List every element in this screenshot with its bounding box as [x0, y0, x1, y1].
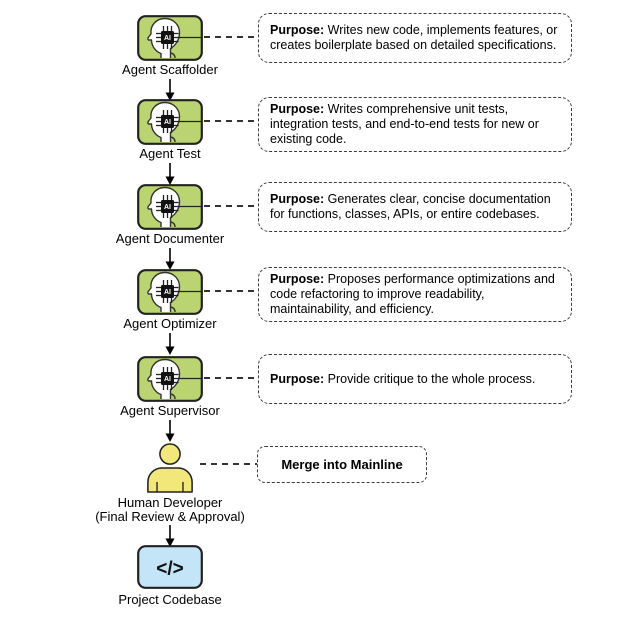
down-arrow-icon [164, 248, 176, 270]
code-glyph: </> [156, 558, 184, 580]
node-label: Human Developer [117, 495, 223, 510]
chip-label: AI [164, 119, 171, 126]
down-arrow-icon [164, 420, 176, 442]
dashed-connector [204, 120, 258, 122]
purpose-callout [258, 354, 572, 404]
dashed-connector [200, 463, 257, 465]
purpose-callout [258, 182, 572, 232]
agent-head-chip-icon [137, 356, 203, 402]
purpose-text [270, 272, 560, 317]
dashed-connector [204, 377, 258, 379]
node-label: Agent Optimizer [123, 316, 217, 331]
node-label: Agent Supervisor [120, 403, 220, 418]
node-label: Agent Test [139, 146, 201, 161]
purpose-description: Writes comprehensive unit tests, integration tests, and end-to-end tests for new or existing code. [270, 102, 539, 146]
purpose-label: Purpose: [270, 23, 325, 37]
chip-label: AI [164, 204, 171, 211]
agent-optimizer-icon [137, 269, 203, 315]
person-icon [141, 443, 199, 498]
agent-documenter-icon [137, 184, 203, 230]
purpose-text [270, 192, 560, 222]
chip-label: AI [164, 376, 171, 383]
purpose-text [270, 372, 535, 387]
dashed-connector [204, 36, 258, 38]
merge-callout: Merge into Mainline [257, 446, 427, 483]
purpose-callout [258, 97, 572, 152]
dashed-connector [204, 290, 258, 292]
purpose-label: Purpose: [270, 192, 325, 206]
purpose-text [270, 102, 560, 147]
down-arrow-icon [164, 525, 176, 547]
node-sublabel: (Final Review & Approval) [95, 509, 245, 524]
code-icon [137, 545, 203, 594]
agent-head-chip-icon [137, 15, 203, 61]
down-arrow-icon [164, 79, 176, 101]
agent-supervisor-icon [137, 356, 203, 402]
purpose-callout [258, 13, 572, 63]
purpose-text [270, 23, 560, 53]
purpose-label: Purpose: [270, 102, 325, 116]
agent-test-icon [137, 99, 203, 145]
purpose-description: Proposes performance optimizations and code refactoring to improve readability, maintainability, and efficiency. [270, 272, 555, 316]
chip-label: AI [164, 289, 171, 296]
agent-scaffolder-icon [137, 15, 203, 61]
purpose-description: Writes new code, implements features, or creates boilerplate based on detailed specifications. [270, 23, 558, 52]
chip-label: AI [164, 35, 171, 42]
down-arrow-icon [164, 333, 176, 355]
node-label: Agent Documenter [115, 231, 225, 246]
purpose-label: Purpose: [270, 371, 325, 386]
purpose-label: Purpose: [270, 272, 325, 286]
agent-head-chip-icon [137, 99, 203, 145]
purpose-description: Provide critique to the whole process. [324, 371, 536, 386]
agent-head-chip-icon [137, 269, 203, 315]
down-arrow-icon [164, 163, 176, 185]
node-label: Project Codebase [118, 592, 222, 607]
purpose-description: Generates clear, concise documentation for functions, classes, APIs, or entire codebases. [270, 192, 551, 221]
node-label: Agent Scaffolder [122, 62, 218, 77]
agent-head-chip-icon [137, 184, 203, 230]
project-codebase-icon [137, 545, 203, 589]
dashed-connector [204, 205, 258, 207]
purpose-callout [258, 267, 572, 322]
human-developer-icon [141, 443, 199, 493]
